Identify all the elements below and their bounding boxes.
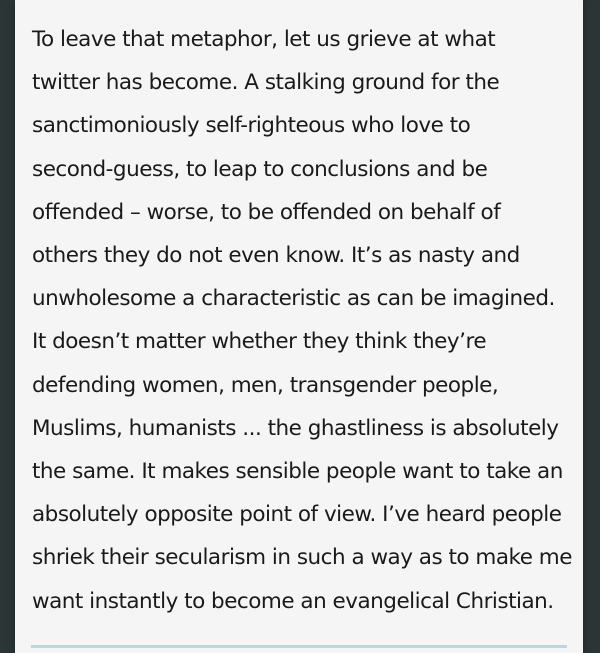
text-line: second-guess, to leap to conclusions and be <box>32 156 488 182</box>
text-line: It doesn’t matter whether they think they’re <box>32 329 487 355</box>
text-line: sanctimoniously self-righteous who love to <box>32 113 471 139</box>
text-line: unwholesome a characteristic as can be imagined. <box>32 286 555 312</box>
article-paragraph <box>32 18 577 623</box>
text-line: Muslims, humanists ... the ghastliness is absolutely <box>32 415 559 441</box>
article-panel <box>15 0 583 653</box>
text-line: shriek their secularism in such a way as to make me <box>32 545 572 571</box>
text-line: offended – worse, to be offended on behalf of <box>32 199 501 225</box>
text-line: others they do not even know. It’s as nasty and <box>32 243 520 269</box>
text-line: the same. It makes sensible people want to take an <box>32 459 563 485</box>
text-line: want instantly to become an evangelical Christian. <box>32 588 554 614</box>
section-divider <box>31 645 567 648</box>
text-line: twitter has become. A stalking ground for the <box>32 70 500 96</box>
text-line: absolutely opposite point of view. I’ve heard people <box>32 502 562 528</box>
text-line: defending women, men, transgender people, <box>32 372 499 398</box>
text-line: To leave that metaphor, let us grieve at what <box>32 27 496 52</box>
